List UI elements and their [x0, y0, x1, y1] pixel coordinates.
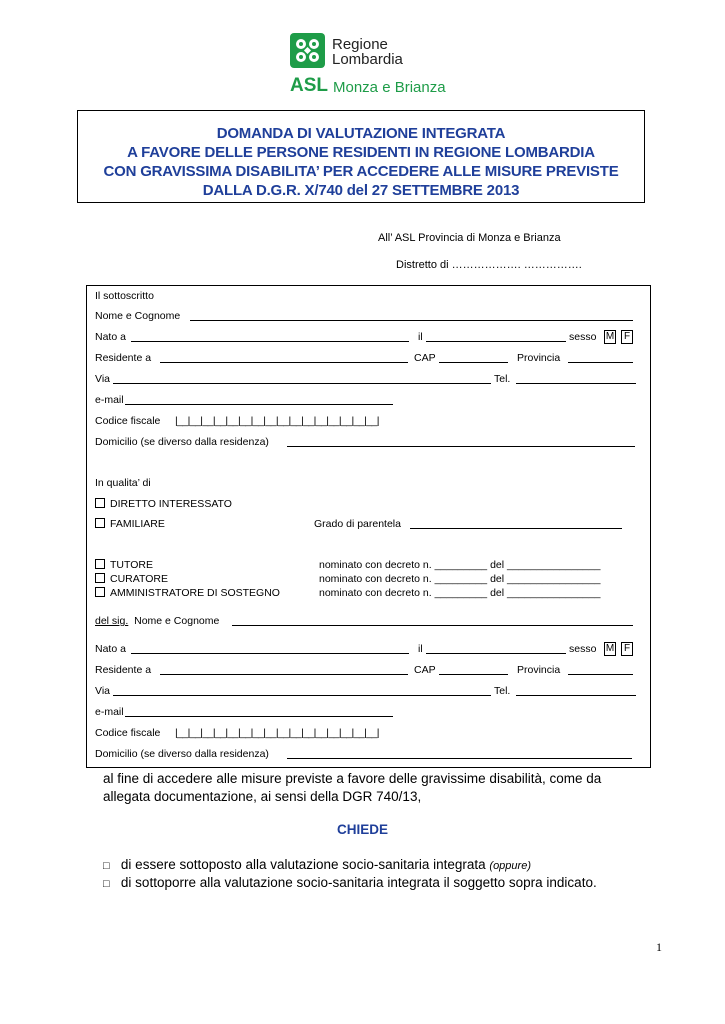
option-1-note: (oppure): [489, 860, 531, 872]
capacity-family-label: FAMILIARE: [110, 518, 165, 530]
decree-del-label-1: del: [490, 559, 505, 571]
capacity-family-option[interactable]: [95, 518, 165, 530]
decree-label-2: nominato con decreto n.: [319, 573, 432, 585]
decree-number-field-3[interactable]: _________: [434, 587, 488, 599]
applicant-date-field[interactable]: [426, 341, 566, 342]
subject-date-label: il: [418, 643, 423, 655]
decree-del-label-2: del: [490, 573, 505, 585]
address-line-2: Distretto di ………………. …………….: [396, 259, 582, 271]
capacity-tutor-checkbox[interactable]: [95, 559, 105, 569]
subject-fiscal-label: Codice fiscale: [95, 727, 161, 739]
purpose-line-2: allegata documentazione, ai sensi della DGR 740/13,: [103, 789, 422, 804]
decree-number-field-2[interactable]: _________: [434, 573, 488, 585]
subject-born-label: Nato a: [95, 643, 126, 655]
applicant-email-field[interactable]: [125, 404, 393, 405]
applicant-sex-m-checkbox[interactable]: M: [605, 331, 615, 342]
capacity-heading: In qualita’ di: [95, 477, 151, 489]
decree-number-field-1[interactable]: _________: [434, 559, 488, 571]
capacity-direct-checkbox[interactable]: [95, 498, 105, 508]
applicant-province-field[interactable]: [568, 362, 633, 363]
subject-email-field[interactable]: [125, 716, 393, 717]
subject-resident-label: Residente a: [95, 664, 152, 676]
applicant-email-label: e-mail: [95, 394, 124, 406]
decree-label-3: nominato con decreto n.: [319, 587, 432, 599]
applicant-name-field[interactable]: [190, 320, 633, 321]
kinship-label: Grado di parentela: [314, 518, 401, 530]
subject-email-label: e-mail: [95, 706, 124, 718]
title-box: [77, 110, 645, 203]
decree-date-field-1[interactable]: ________________: [507, 559, 601, 571]
subject-heading: [95, 615, 219, 627]
applicant-province-label: Provincia: [517, 352, 561, 364]
capacity-direct-label: DIRETTO INTERESSATO: [110, 498, 232, 510]
title-line-3: CON GRAVISSIMA DISABILITA’ PER ACCEDERE ALLE MISURE PREVISTE: [103, 163, 619, 180]
kinship-field[interactable]: [410, 528, 622, 529]
decree-row-1: [319, 559, 600, 571]
purpose-line-1: al fine di accedere alle misure previste a favore delle gravissime disabilità, come da: [103, 771, 602, 786]
page-number: 1: [656, 940, 662, 954]
logo-region-line2: Lombardia: [332, 51, 403, 68]
capacity-family-checkbox[interactable]: [95, 518, 105, 528]
option-1-text: di essere sottoposto alla valutazione socio-sanitaria integrata: [120, 857, 486, 872]
subject-born-field[interactable]: [131, 653, 409, 654]
option-2-checkbox[interactable]: □: [103, 878, 110, 890]
request-option-1[interactable]: [103, 857, 531, 872]
capacity-support-admin-checkbox[interactable]: [95, 587, 105, 597]
subject-province-label: Provincia: [517, 664, 561, 676]
subject-sex-m-checkbox[interactable]: M: [605, 643, 615, 654]
subject-domicile-field[interactable]: [287, 758, 632, 759]
applicant-fiscal-code-field[interactable]: |__|__|__|__|__|__|__|__|__|__|__|__|__|__|__|__|: [175, 415, 379, 427]
applicant-street-field[interactable]: [113, 383, 491, 384]
logo-region-line1: Regione: [332, 36, 388, 53]
subject-province-field[interactable]: [568, 674, 633, 675]
applicant-heading: Il sottoscritto: [95, 290, 154, 302]
subject-resident-field[interactable]: [160, 674, 408, 675]
subject-domicile-label: Domicilio (se diverso dalla residenza): [95, 748, 269, 760]
subject-name-label: Nome e Cognome: [134, 615, 220, 627]
applicant-fiscal-label: Codice fiscale: [95, 415, 161, 427]
applicant-sex-label: sesso: [569, 331, 597, 343]
applicant-resident-field[interactable]: [160, 362, 408, 363]
title-line-4: DALLA D.G.R. X/740 del 27 SETTEMBRE 2013: [202, 182, 520, 199]
applicant-street-label: Via: [95, 373, 110, 385]
decree-date-field-2[interactable]: ________________: [507, 573, 601, 585]
subject-date-field[interactable]: [426, 653, 566, 654]
decree-row-3: [319, 587, 600, 599]
capacity-curator-option[interactable]: [95, 573, 168, 585]
subject-tel-field[interactable]: [516, 695, 636, 696]
region-logo-icon: [290, 33, 325, 68]
subject-cap-label: CAP: [414, 664, 436, 676]
decree-del-label-3: del: [490, 587, 505, 599]
decree-label-1: nominato con decreto n.: [319, 559, 432, 571]
subject-sex-f-checkbox[interactable]: F: [621, 642, 633, 656]
option-1-checkbox[interactable]: □: [103, 860, 110, 872]
logo-asl-area: Monza e Brianza: [333, 79, 446, 96]
applicant-resident-label: Residente a: [95, 352, 152, 364]
capacity-tutor-option[interactable]: [95, 559, 153, 571]
applicant-sex-f-checkbox[interactable]: F: [621, 330, 633, 344]
applicant-cap-field[interactable]: [439, 362, 508, 363]
title-line-1: DOMANDA DI VALUTAZIONE INTEGRATA: [216, 125, 506, 142]
subject-cap-field[interactable]: [439, 674, 508, 675]
applicant-born-label: Nato a: [95, 331, 126, 343]
capacity-support-admin-option[interactable]: [95, 587, 280, 599]
capacity-tutor-label: TUTORE: [110, 559, 153, 571]
subject-sex-label: sesso: [569, 643, 597, 655]
capacity-curator-checkbox[interactable]: [95, 573, 105, 583]
subject-fiscal-code-field[interactable]: |__|__|__|__|__|__|__|__|__|__|__|__|__|__|__|__|: [175, 727, 379, 739]
applicant-tel-field[interactable]: [516, 383, 636, 384]
subject-street-field[interactable]: [113, 695, 491, 696]
capacity-support-admin-label: AMMINISTRATORE DI SOSTEGNO: [110, 587, 280, 599]
capacity-curator-label: CURATORE: [110, 573, 168, 585]
applicant-cap-label: CAP: [414, 352, 436, 364]
subject-heading-label: del sig.: [95, 615, 129, 627]
applicant-date-label: il: [418, 331, 423, 343]
applicant-name-label: Nome e Cognome: [95, 310, 181, 322]
applicant-tel-label: Tel.: [494, 373, 511, 385]
decree-date-field-3[interactable]: ________________: [507, 587, 601, 599]
applicant-domicile-label: Domicilio (se diverso dalla residenza): [95, 436, 269, 448]
decree-row-2: [319, 573, 600, 585]
capacity-direct-option[interactable]: [95, 498, 232, 510]
subject-street-label: Via: [95, 685, 110, 697]
applicant-domicile-field[interactable]: [287, 446, 635, 447]
subject-tel-label: Tel.: [494, 685, 511, 697]
option-2-text: di sottoporre alla valutazione socio-sanitaria integrata il soggetto sopra indicato.: [120, 875, 597, 890]
subject-name-field[interactable]: [232, 625, 633, 626]
applicant-born-field[interactable]: [131, 341, 409, 342]
address-line-1: All’ ASL Provincia di Monza e Brianza: [378, 232, 561, 244]
title-line-2: A FAVORE DELLE PERSONE RESIDENTI IN REGIONE LOMBARDIA: [127, 144, 595, 161]
logo-asl: ASL: [290, 75, 328, 96]
chiede-heading: CHIEDE: [336, 822, 388, 837]
request-option-2[interactable]: [103, 875, 597, 890]
